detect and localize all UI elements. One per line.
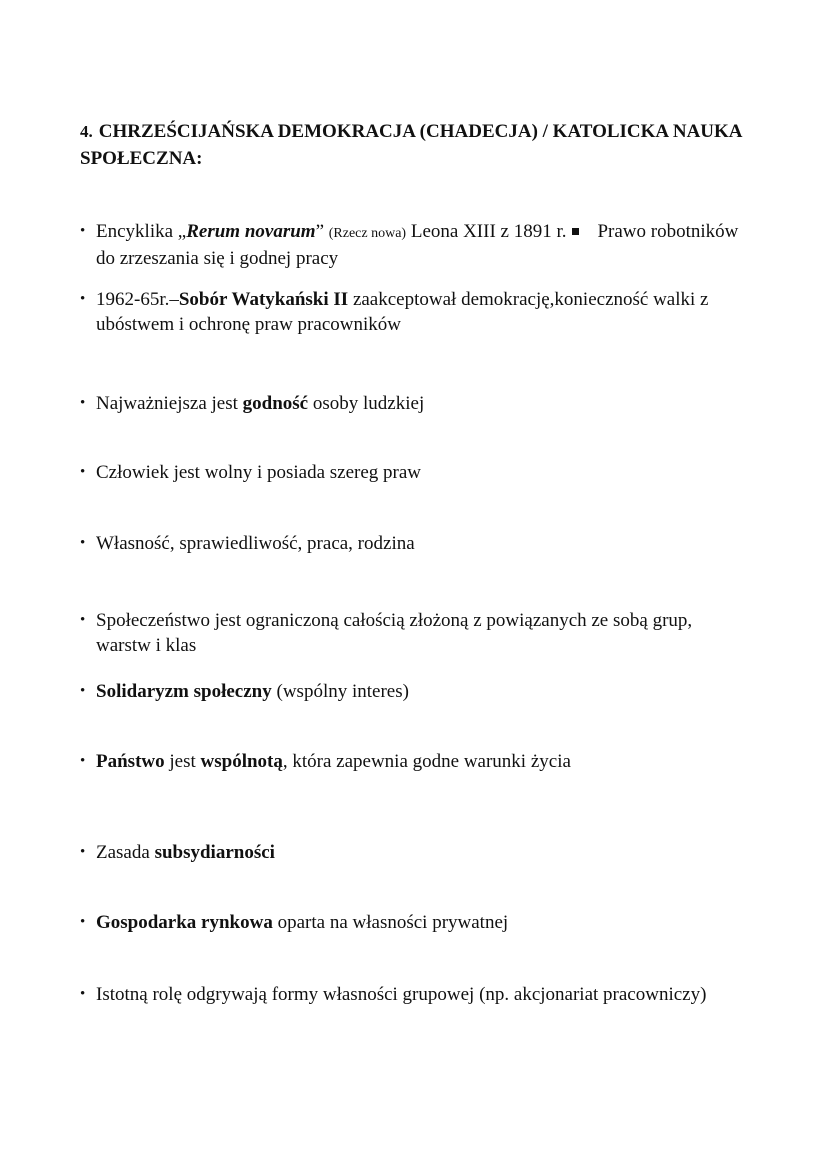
bold-term: Sobór Watykański II — [178, 289, 349, 310]
text-run: Społeczeństwo jest ograniczoną całością złożoną z powiązanych ze sobą grup, warstw i klas — [96, 610, 693, 656]
text-run: , która zapewnia godne warunki życia — [282, 751, 571, 772]
text-run: oparta na własności prywatnej — [272, 912, 509, 933]
list-item — [80, 219, 750, 271]
text-run: Człowiek jest wolny i posiada szereg praw — [96, 462, 422, 483]
text-run: (wspólny interes) — [271, 681, 409, 702]
list-item — [80, 460, 750, 485]
list-item — [80, 287, 750, 337]
translation-note: (Rzecz nowa) — [328, 226, 407, 241]
section-heading — [80, 118, 760, 172]
text-run: zaakceptował demokrację,konieczność walki z ubóstwem i ochronę praw pracowników — [96, 289, 709, 335]
list-item — [80, 608, 750, 658]
text-run: jest — [164, 751, 201, 772]
text-run: Istotną rolę odgrywają formy własności grupowej (np. akcjonariat pracowniczy) — [96, 984, 707, 1005]
bullet: • — [80, 986, 86, 1002]
bullet: • — [80, 395, 86, 411]
list-item — [80, 982, 750, 1007]
bold-term: wspólnotą — [200, 751, 283, 772]
bullet: • — [80, 612, 86, 628]
section-title: CHRZEŚCIJAŃSKA DEMOKRACJA (CHADECJA) / KATOLICKA NAUKA SPOŁECZNA: — [80, 121, 742, 169]
list-item-text — [96, 910, 750, 935]
list-item — [80, 391, 750, 416]
bold-term: Gospodarka rynkowa — [96, 912, 273, 933]
text-run: 1962-65r.– — [96, 289, 179, 310]
bullet: • — [80, 753, 86, 769]
text-run: Prawo robotników do zrzeszania się i godnej pracy — [96, 221, 739, 269]
list-item — [80, 840, 750, 865]
bullet: • — [80, 683, 86, 699]
bullet: • — [80, 535, 86, 551]
list-item-text — [96, 391, 750, 416]
bullet: • — [80, 914, 86, 930]
text-run: Najważniejsza jest — [96, 393, 243, 414]
list-item-text — [96, 460, 750, 485]
list-item-text — [96, 219, 750, 271]
encyclical-title: Rerum novarum — [186, 221, 316, 242]
square-bullet-icon — [572, 228, 579, 235]
list-item-text — [96, 679, 750, 704]
text-run: Własność, sprawiedliwość, praca, rodzina — [96, 533, 415, 554]
text-run: Encyklika „ — [96, 221, 187, 242]
list-item-text — [96, 531, 750, 556]
bold-term: subsydiarności — [154, 842, 275, 863]
list-item-text — [96, 749, 750, 774]
bullet: • — [80, 464, 86, 480]
list-item — [80, 910, 750, 935]
bold-term: godność — [242, 393, 309, 414]
text-run: Zasada — [96, 842, 155, 863]
bullet: • — [80, 223, 86, 239]
list-item — [80, 749, 750, 774]
bullet: • — [80, 844, 86, 860]
list-item — [80, 679, 750, 704]
list-item-text — [96, 840, 750, 865]
text-run: ” — [315, 221, 329, 242]
list-item — [80, 531, 750, 556]
list-item-text — [96, 608, 750, 658]
section-number: 4. — [80, 122, 93, 141]
bold-term: Solidaryzm społeczny — [96, 681, 272, 702]
bullet: • — [80, 291, 86, 307]
bold-term: Państwo — [96, 751, 165, 772]
list-item-text — [96, 982, 750, 1007]
list-item-text — [96, 287, 750, 337]
text-run: Leona XIII z 1891 r. — [406, 221, 567, 242]
text-run: osoby ludzkiej — [308, 393, 425, 414]
